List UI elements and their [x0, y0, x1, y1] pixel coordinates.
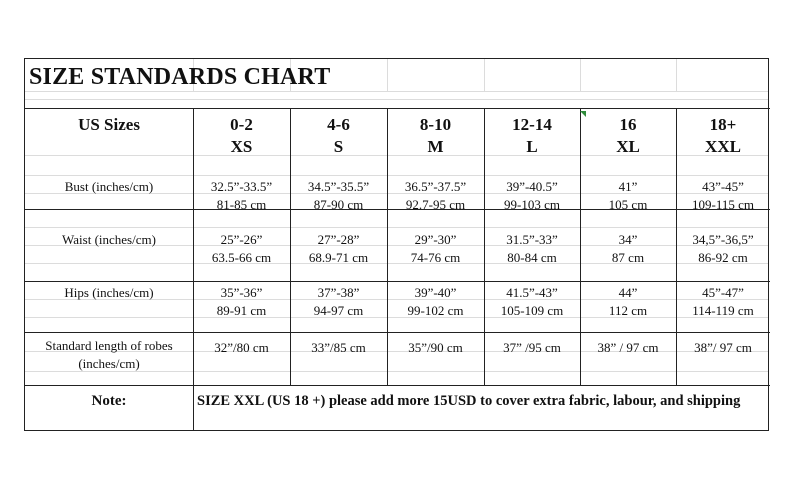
- bust-inches-l: 39”-40.5”: [506, 179, 558, 194]
- waist-inches-xl: 34”: [618, 232, 638, 247]
- waist-cm-xl: 87 cm: [611, 250, 645, 265]
- waist-inches-m: 29”-30”: [414, 232, 457, 247]
- bust-inches-xxl: 43”-45”: [702, 179, 744, 194]
- bust-inches-s: 34.5”-35.5”: [307, 179, 370, 194]
- chart-title: SIZE STANDARDS CHART: [29, 64, 331, 90]
- gridline: [25, 99, 768, 100]
- waist-cm-m: 74-76 cm: [410, 250, 461, 265]
- bust-cm-s: 87-90 cm: [313, 197, 364, 212]
- bust-label: Bust (inches/cm): [64, 179, 154, 194]
- bust-cm-xl: 105 cm: [608, 197, 648, 212]
- hips-inches-xs: 35”-36”: [220, 285, 263, 300]
- table-rule: [25, 108, 770, 109]
- waist-cm-xs: 63.5-66 cm: [211, 250, 272, 265]
- hips-cm-xxl: 114-119 cm: [692, 303, 754, 318]
- size-us-16: 16: [619, 115, 637, 134]
- gridline: [676, 59, 677, 91]
- robes-length-xs: 32”/80 cm: [214, 340, 269, 355]
- robes-length-xl: 38” / 97 cm: [597, 340, 659, 355]
- hips-inches-m: 39”-40”: [414, 285, 457, 300]
- size-letter-xxl: XXL: [705, 137, 741, 156]
- size-letter-xl: XL: [616, 137, 640, 156]
- hips-inches-xl: 44”: [618, 285, 638, 300]
- bust-inches-xl: 41”: [618, 179, 638, 194]
- robes-length-xxl: 38”/ 97 cm: [694, 340, 752, 355]
- gridline: [484, 59, 485, 91]
- table-rule: [25, 332, 770, 333]
- size-us-4-6: 4-6: [327, 115, 350, 134]
- robes-length-m: 35”/90 cm: [408, 340, 463, 355]
- gridline: [387, 59, 388, 91]
- waist-inches-l: 31.5”-33”: [506, 232, 558, 247]
- hips-cm-xs: 89-91 cm: [216, 303, 267, 318]
- bust-cm-l: 99-103 cm: [504, 197, 560, 212]
- waist-cm-s: 68.9-71 cm: [308, 250, 369, 265]
- waist-inches-xs: 25”-26”: [220, 232, 263, 247]
- robes-label-line1: Standard length of robes: [45, 338, 173, 353]
- hips-inches-xxl: 45”-47”: [702, 285, 744, 300]
- size-letter-s: S: [333, 137, 344, 156]
- waist-cm-l: 80-84 cm: [507, 250, 557, 265]
- size-letter-xs: XS: [230, 137, 253, 156]
- size-us-18-plus: 18+: [709, 115, 737, 134]
- hips-inches-s: 37”-38”: [317, 285, 360, 300]
- hips-inches-l: 41.5”-43”: [506, 285, 558, 300]
- size-us-8-10: 8-10: [419, 115, 452, 134]
- table-rule: [25, 385, 770, 386]
- bust-inches-m: 36.5”-37.5”: [404, 179, 467, 194]
- waist-inches-xxl: 34,5”-36,5”: [692, 232, 754, 247]
- waist-inches-s: 27”-28”: [317, 232, 360, 247]
- gridline: [25, 227, 768, 228]
- hips-cm-s: 94-97 cm: [313, 303, 364, 318]
- waist-label: Waist (inches/cm): [62, 232, 156, 247]
- table-rule: [25, 281, 770, 282]
- bust-inches-xs: 32.5”-33.5”: [210, 179, 273, 194]
- hips-cm-xl: 112 cm: [608, 303, 648, 318]
- robes-label-line2: (inches/cm): [78, 356, 140, 371]
- bust-cm-xxl: 109-115 cm: [692, 197, 754, 212]
- waist-cm-xxl: 86-92 cm: [698, 250, 748, 265]
- note-text: SIZE XXL (US 18 +) please add more 15USD to cover extra fabric, labour, and shipping: [197, 393, 741, 409]
- hips-label: Hips (inches/cm): [64, 285, 154, 300]
- robes-length-s: 33”/85 cm: [311, 340, 366, 355]
- bust-cm-m: 92.7-95 cm: [405, 197, 466, 212]
- note-label: Note:: [91, 393, 127, 409]
- gridline: [25, 91, 768, 92]
- robes-length-l: 37” /95 cm: [503, 340, 561, 355]
- size-chart-sheet: [24, 58, 769, 431]
- size-us-0-2: 0-2: [230, 115, 253, 134]
- size-letter-m: M: [427, 137, 444, 156]
- size-us-12-14: 12-14: [512, 115, 552, 134]
- gridline: [25, 175, 768, 176]
- bust-cm-xs: 81-85 cm: [216, 197, 267, 212]
- hips-cm-m: 99-102 cm: [407, 303, 464, 318]
- hips-cm-l: 105-109 cm: [500, 303, 564, 318]
- us-sizes-label: US Sizes: [78, 115, 140, 134]
- gridline: [580, 59, 581, 91]
- size-letter-l: L: [526, 137, 538, 156]
